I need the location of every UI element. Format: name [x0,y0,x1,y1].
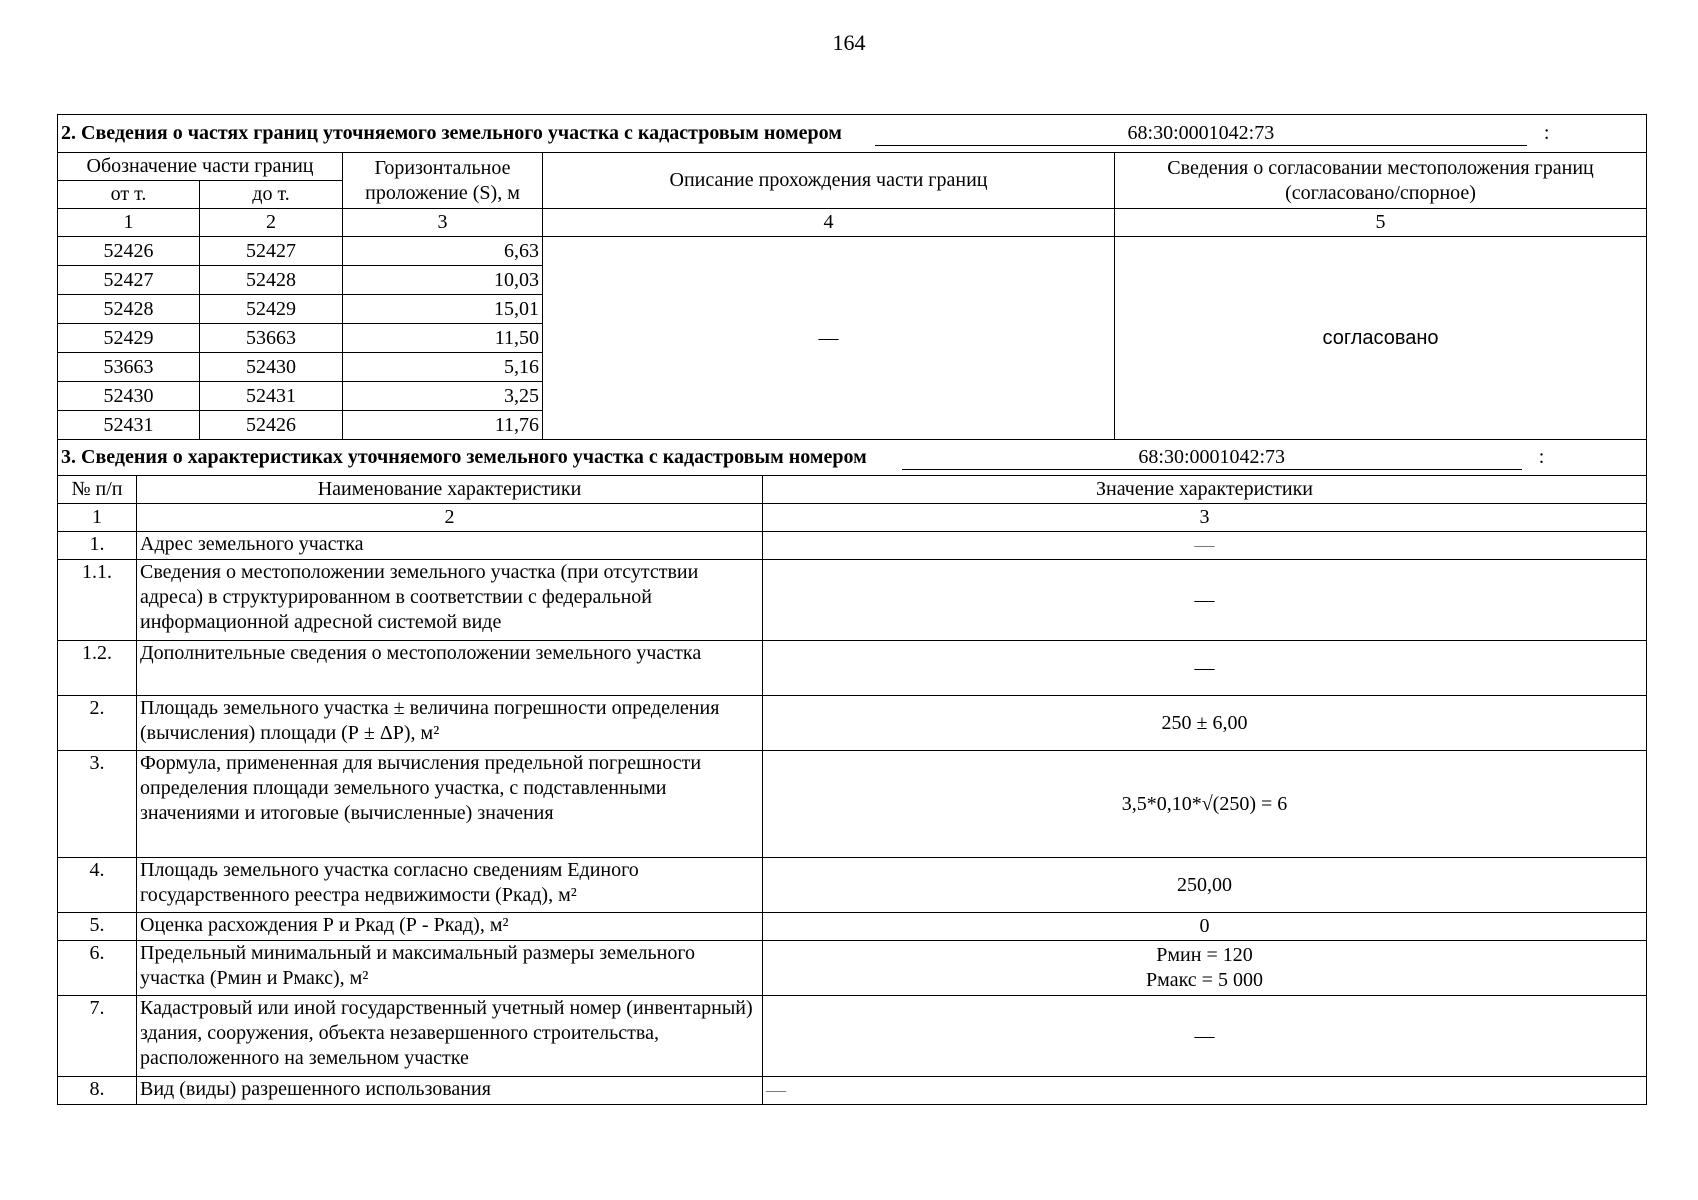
table-row [58,1077,1647,1105]
row-value: — [763,641,1647,696]
to-point: 52427 [200,237,343,266]
col-number: 1 [58,504,137,532]
to-point: 52429 [200,295,343,324]
row-value [763,941,1647,996]
table-row [58,751,1647,858]
row-num: 2. [58,696,137,751]
row-num: 1. [58,532,137,560]
row-name: Адрес земельного участка [137,532,763,560]
row-value: 250,00 [763,858,1647,913]
col-number: 3 [763,504,1647,532]
to-point: 52428 [200,266,343,295]
row-name: Площадь земельного участка согласно сведениям Единого государственного реестра недвижимости (Ркад), м² [137,858,763,913]
to-point: 53663 [200,324,343,353]
table-row [58,941,1647,996]
document-body [57,114,1646,1105]
from-point: 52429 [58,324,200,353]
row-name: Кадастровый или иной государственный учетный номер (инвентарный) здания, сооружения, объекта незавершенного строительства, расположенного на земельном участке [137,996,763,1077]
row-value: — [763,996,1647,1077]
row-num: 8. [58,1077,137,1105]
row-num: 1.1. [58,560,137,641]
header-num: № п/п [58,476,137,504]
length-value: 3,25 [343,382,543,411]
table-row [58,696,1647,751]
row-value: — [763,1077,1647,1105]
table-row [58,237,1647,266]
header-horizontal: Горизонтальное проложение (S), м [343,153,543,209]
table-row [58,996,1647,1077]
section2-title: 2. Сведения о частях границ уточняемого земельного участка с кадастровым номером [61,122,842,145]
length-value: 15,01 [343,295,543,324]
col-number: 1 [58,209,200,237]
section2-col-numbers [58,209,1647,237]
section2-colon: : [1543,122,1550,145]
length-value: 11,76 [343,411,543,440]
table-row [58,560,1647,641]
row-value: — [763,560,1647,641]
section2-title-row [58,115,1647,153]
table-row [58,532,1647,560]
table-row [58,858,1647,913]
section3-colon: : [1538,446,1545,469]
section3-cadastral-number: 68:30:0001042:73 [902,445,1522,470]
section3-title: 3. Сведения о характеристиках уточняемого земельного участка с кадастровым номером [61,446,867,469]
length-value: 11,50 [343,324,543,353]
from-point: 52431 [58,411,200,440]
row-value-line: Рмин = 120 [1156,944,1253,966]
table-row [58,913,1647,941]
col-number: 2 [137,504,763,532]
from-point: 52426 [58,237,200,266]
table-row [58,641,1647,696]
to-point: 52426 [200,411,343,440]
row-num: 3. [58,751,137,858]
row-num: 1.2. [58,641,137,696]
header-agreement: Сведения о согласовании местоположения границ (согласовано/спорное) [1115,153,1647,209]
to-point: 52430 [200,353,343,382]
row-num: 6. [58,941,137,996]
col-number: 3 [343,209,543,237]
row-name: Сведения о местоположении земельного участка (при отсутствии адреса) в структурированном в соответствии с федеральной информационной адресной системой виде [137,560,763,641]
header-from: от т. [58,181,200,209]
row-name: Формула, примененная для вычисления предельной погрешности определения площади земельного участка, с подставленными значениями и итоговые (вычисленные) значения [137,751,763,858]
from-point: 52427 [58,266,200,295]
length-value: 5,16 [343,353,543,382]
row-value: — [763,532,1647,560]
header-name: Наименование характеристики [137,476,763,504]
col-number: 4 [543,209,1115,237]
row-value-line: Рмакс = 5 000 [1146,969,1263,991]
section2-cadastral-number: 68:30:0001042:73 [875,121,1527,146]
agreement-value: согласовано [1115,237,1647,440]
section3-table [57,439,1647,1105]
col-number: 5 [1115,209,1647,237]
header-to: до т. [200,181,343,209]
header-value: Значение характеристики [763,476,1647,504]
row-value: 3,5*0,10*√(250) = 6 [763,751,1647,858]
from-point: 53663 [58,353,200,382]
row-name: Дополнительные сведения о местоположении земельного участка [137,641,763,696]
row-num: 4. [58,858,137,913]
description-value: — [543,237,1115,440]
row-name: Площадь земельного участка ± величина погрешности определения (вычисления) площади (Р ± ΔР), м² [137,696,763,751]
length-value: 6,63 [343,237,543,266]
col-number: 2 [200,209,343,237]
from-point: 52428 [58,295,200,324]
row-name: Оценка расхождения Р и Ркад (Р - Ркад), м² [137,913,763,941]
row-name: Вид (виды) разрешенного использования [137,1077,763,1105]
row-num: 5. [58,913,137,941]
row-value: 250 ± 6,00 [763,696,1647,751]
row-num: 7. [58,996,137,1077]
section3-col-numbers [58,504,1647,532]
section3-title-row [58,440,1647,476]
row-value: 0 [763,913,1647,941]
section2-table [57,114,1647,440]
section3-header-row [58,476,1647,504]
page-number: 164 [832,30,866,55]
header-description: Описание прохождения части границ [543,153,1115,209]
row-name: Предельный минимальный и максимальный размеры земельного участка (Рмин и Рмакс), м² [137,941,763,996]
to-point: 52431 [200,382,343,411]
from-point: 52430 [58,382,200,411]
length-value: 10,03 [343,266,543,295]
header-part-designation: Обозначение части границ [58,153,343,181]
